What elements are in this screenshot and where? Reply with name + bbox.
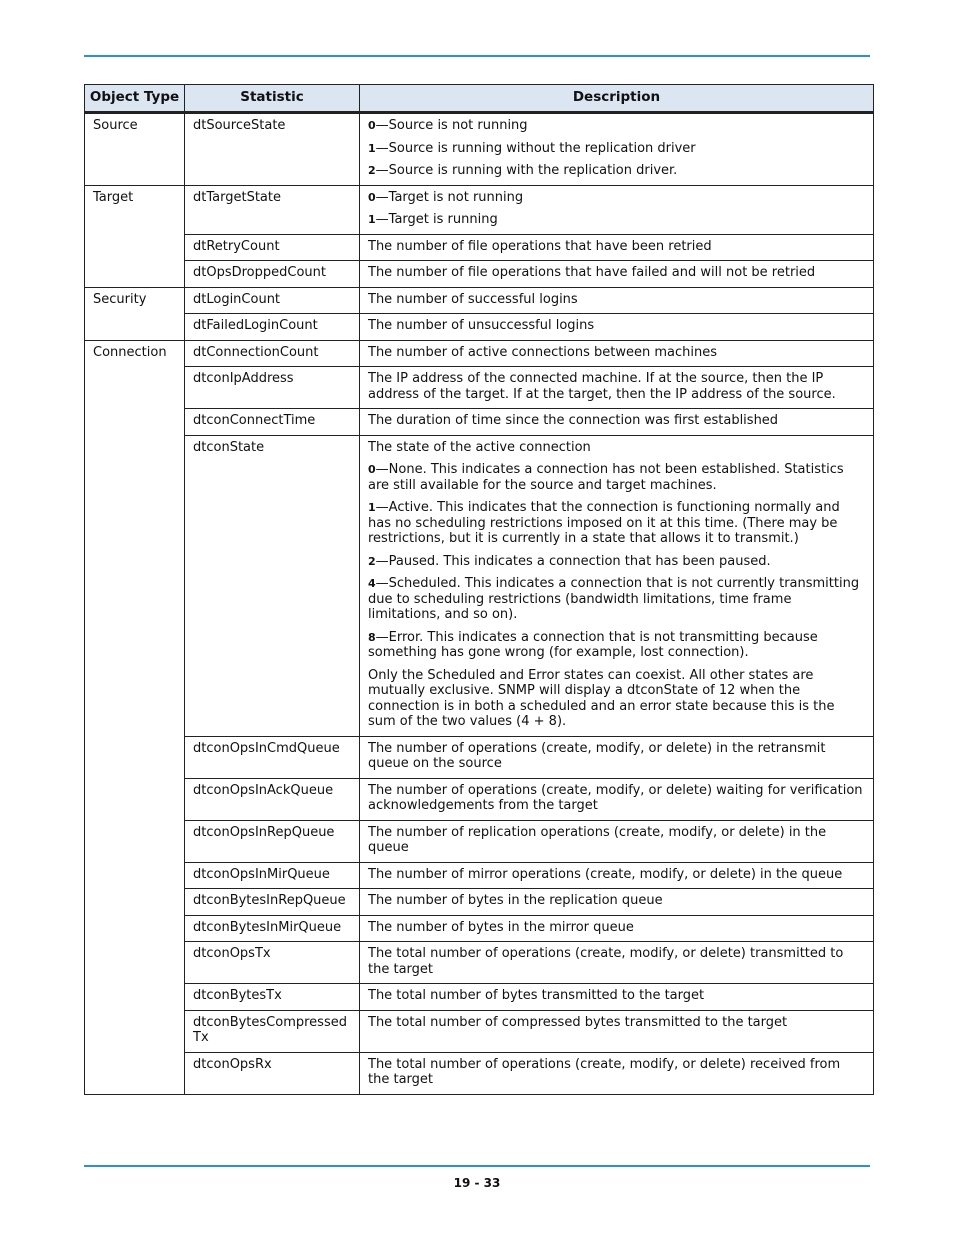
object-type-cell: Connection (85, 340, 185, 367)
description-cell (360, 820, 874, 862)
description-text: The number of file operations that have been retried (368, 238, 712, 254)
description-line (368, 825, 865, 856)
state-code: 1 (368, 141, 376, 155)
statistic-cell: dtconBytesTx (185, 984, 360, 1011)
description-cell (360, 185, 874, 234)
description-line (368, 440, 865, 456)
statistic-cell: dtconOpsInRepQueue (185, 820, 360, 862)
description-line (368, 554, 865, 570)
object-type-cell (85, 367, 185, 409)
description-line (368, 212, 865, 228)
column-header-description: Description (360, 85, 874, 113)
statistic-cell: dtconOpsInAckQueue (185, 778, 360, 820)
description-line (368, 576, 865, 623)
statistic-cell: dtconIpAddress (185, 367, 360, 409)
table-row (85, 862, 874, 889)
statistic-cell: dtconOpsInCmdQueue (185, 736, 360, 778)
description-cell (360, 409, 874, 436)
state-code: 8 (368, 630, 376, 644)
description-line (368, 163, 865, 179)
description-line (368, 1057, 865, 1088)
object-type-cell (85, 234, 185, 261)
table-row (85, 261, 874, 288)
object-type-cell: Source (85, 113, 185, 186)
table-row (85, 409, 874, 436)
state-code: 1 (368, 213, 376, 226)
description-text: The total number of bytes transmitted to the target (368, 988, 705, 1003)
object-type-cell (85, 915, 185, 942)
object-type-cell (85, 1052, 185, 1094)
table-row (85, 1010, 874, 1052)
object-type-cell (85, 862, 185, 889)
state-code: 2 (368, 164, 376, 177)
object-type-cell (85, 942, 185, 984)
description-text: The number of successful logins (368, 291, 578, 307)
description-line (368, 867, 865, 883)
description-cell (360, 942, 874, 984)
description-text: The number of operations (create, modify, or delete) waiting for verification acknowledgements from the target (368, 782, 863, 813)
description-cell (360, 287, 874, 314)
statistic-cell: dtLoginCount (185, 287, 360, 314)
statistic-cell: dtSourceState (185, 113, 360, 186)
description-line (368, 783, 865, 814)
object-type-cell: Target (85, 185, 185, 234)
description-line (368, 1015, 865, 1031)
statistic-cell: dtconOpsTx (185, 942, 360, 984)
statistic-cell: dtconOpsInMirQueue (185, 862, 360, 889)
object-type-cell (85, 778, 185, 820)
description-cell (360, 367, 874, 409)
statistic-cell: dtconConnectTime (185, 409, 360, 436)
header-rule (84, 55, 870, 57)
object-type-cell (85, 889, 185, 916)
statistics-table (84, 84, 874, 1095)
state-code: 0 (368, 190, 376, 204)
description-text: —None. This indicates a connection has not been established. Statistics are still available for the source and target machines. (368, 462, 844, 493)
statistic-cell: dtconBytesInRepQueue (185, 889, 360, 916)
description-cell (360, 314, 874, 341)
description-cell (360, 435, 874, 736)
description-text: —Error. This indicates a connection that is not transmitting because something has gone wrong (for example, lost connection). (368, 629, 818, 660)
footer-rule (84, 1165, 870, 1167)
description-line (368, 988, 865, 1004)
state-code: 0 (368, 119, 376, 132)
description-text: The duration of time since the connection was first established (368, 413, 779, 428)
column-header-object-type: Object Type (85, 85, 185, 113)
description-cell (360, 1052, 874, 1094)
table-row (85, 113, 874, 186)
description-text: —Target is running (375, 212, 498, 227)
table-row (85, 820, 874, 862)
description-line (368, 239, 865, 255)
table-row (85, 1052, 874, 1094)
description-text: The total number of compressed bytes transmitted to the target (368, 1014, 788, 1030)
description-text: The state of the active connection (368, 439, 591, 455)
table-row (85, 314, 874, 341)
description-line (368, 500, 865, 547)
description-line (368, 893, 865, 909)
description-text: —Scheduled. This indicates a connection that is not currently transmitting due to scheduling restrictions (bandwidth limitations, time frame limitations, and so on). (368, 576, 860, 622)
description-text: The total number of operations (create, modify, or delete) transmitted to the target (368, 946, 844, 977)
object-type-cell (85, 261, 185, 288)
description-text: The number of bytes in the mirror queue (368, 919, 634, 935)
description-line (368, 920, 865, 936)
description-line (368, 141, 865, 157)
description-cell (360, 889, 874, 916)
description-line (368, 946, 865, 977)
description-cell (360, 113, 874, 186)
object-type-cell (85, 314, 185, 341)
description-cell (360, 984, 874, 1011)
description-text: —Target is not running (375, 189, 524, 205)
description-text: The number of bytes in the replication queue (368, 893, 663, 908)
table-row (85, 367, 874, 409)
description-cell (360, 736, 874, 778)
description-cell (360, 862, 874, 889)
statistic-cell: dtconState (185, 435, 360, 736)
description-text: The number of replication operations (create, modify, or delete) in the queue (368, 824, 827, 855)
description-text: The total number of operations (create, modify, or delete) received from the target (368, 1056, 841, 1087)
description-line (368, 292, 865, 308)
table-row (85, 736, 874, 778)
statistic-cell: dtConnectionCount (185, 340, 360, 367)
description-cell (360, 915, 874, 942)
description-line (368, 413, 865, 429)
description-line (368, 265, 865, 281)
description-line (368, 668, 865, 730)
description-text: The number of operations (create, modify, or delete) in the retransmit queue on the source (368, 740, 826, 771)
statistic-cell: dtFailedLoginCount (185, 314, 360, 341)
state-code: 1 (368, 501, 376, 514)
description-cell (360, 261, 874, 288)
table-row (85, 984, 874, 1011)
description-cell (360, 340, 874, 367)
object-type-cell: Security (85, 287, 185, 314)
statistic-cell: dtconOpsRx (185, 1052, 360, 1094)
state-code: 2 (368, 554, 376, 568)
description-line (368, 318, 865, 334)
description-cell (360, 234, 874, 261)
description-text: —Active. This indicates that the connection is functioning normally and has no scheduling restrictions imposed on it at this time. (There may be restrictions, but it is currently in a state that allows it to transmit.) (368, 500, 840, 546)
object-type-cell (85, 984, 185, 1011)
description-line (368, 741, 865, 772)
description-line (368, 345, 865, 361)
table-header-row (85, 85, 874, 113)
statistic-cell: dtTargetState (185, 185, 360, 234)
description-cell (360, 1010, 874, 1052)
description-line (368, 630, 865, 661)
statistic-cell: dtRetryCount (185, 234, 360, 261)
description-text: Only the Scheduled and Error states can coexist. All other states are mutually exclusive. SNMP will display a dtconState of 12 when the connection is in both a scheduled and an error state because this is the sum of the two values (4 + 8). (368, 667, 835, 729)
description-line (368, 118, 865, 134)
object-type-cell (85, 736, 185, 778)
description-text: The number of file operations that have failed and will not be retried (368, 265, 816, 280)
statistic-cell: dtOpsDroppedCount (185, 261, 360, 288)
table-row (85, 435, 874, 736)
description-text: —Paused. This indicates a connection that has been paused. (375, 553, 771, 569)
description-text: The number of active connections between machines (368, 344, 718, 360)
description-cell (360, 778, 874, 820)
statistic-cell: dtconBytesInMirQueue (185, 915, 360, 942)
page-number: 19 - 33 (453, 1176, 501, 1190)
description-text: —Source is running with the replication driver. (375, 163, 678, 178)
table-row (85, 234, 874, 261)
table-row (85, 340, 874, 367)
description-text: The IP address of the connected machine. If at the source, then the IP address of the target. If at the target, then the IP address of the source. (368, 371, 836, 402)
description-text: —Source is running without the replication driver (375, 140, 696, 156)
statistic-cell: dtconBytesCompressed Tx (185, 1010, 360, 1052)
description-text: The number of mirror operations (create, modify, or delete) in the queue (368, 866, 843, 882)
table-row (85, 185, 874, 234)
table-row (85, 942, 874, 984)
state-code: 4 (368, 577, 376, 590)
description-line (368, 462, 865, 493)
description-line (368, 190, 865, 206)
table-row (85, 778, 874, 820)
table-row (85, 889, 874, 916)
description-line (368, 371, 865, 402)
object-type-cell (85, 820, 185, 862)
object-type-cell (85, 1010, 185, 1052)
table-row (85, 287, 874, 314)
object-type-cell (85, 435, 185, 736)
column-header-statistic: Statistic (185, 85, 360, 113)
description-text: —Source is not running (375, 118, 528, 133)
description-text: The number of unsuccessful logins (368, 318, 595, 333)
state-code: 0 (368, 463, 376, 476)
object-type-cell (85, 409, 185, 436)
table-row (85, 915, 874, 942)
